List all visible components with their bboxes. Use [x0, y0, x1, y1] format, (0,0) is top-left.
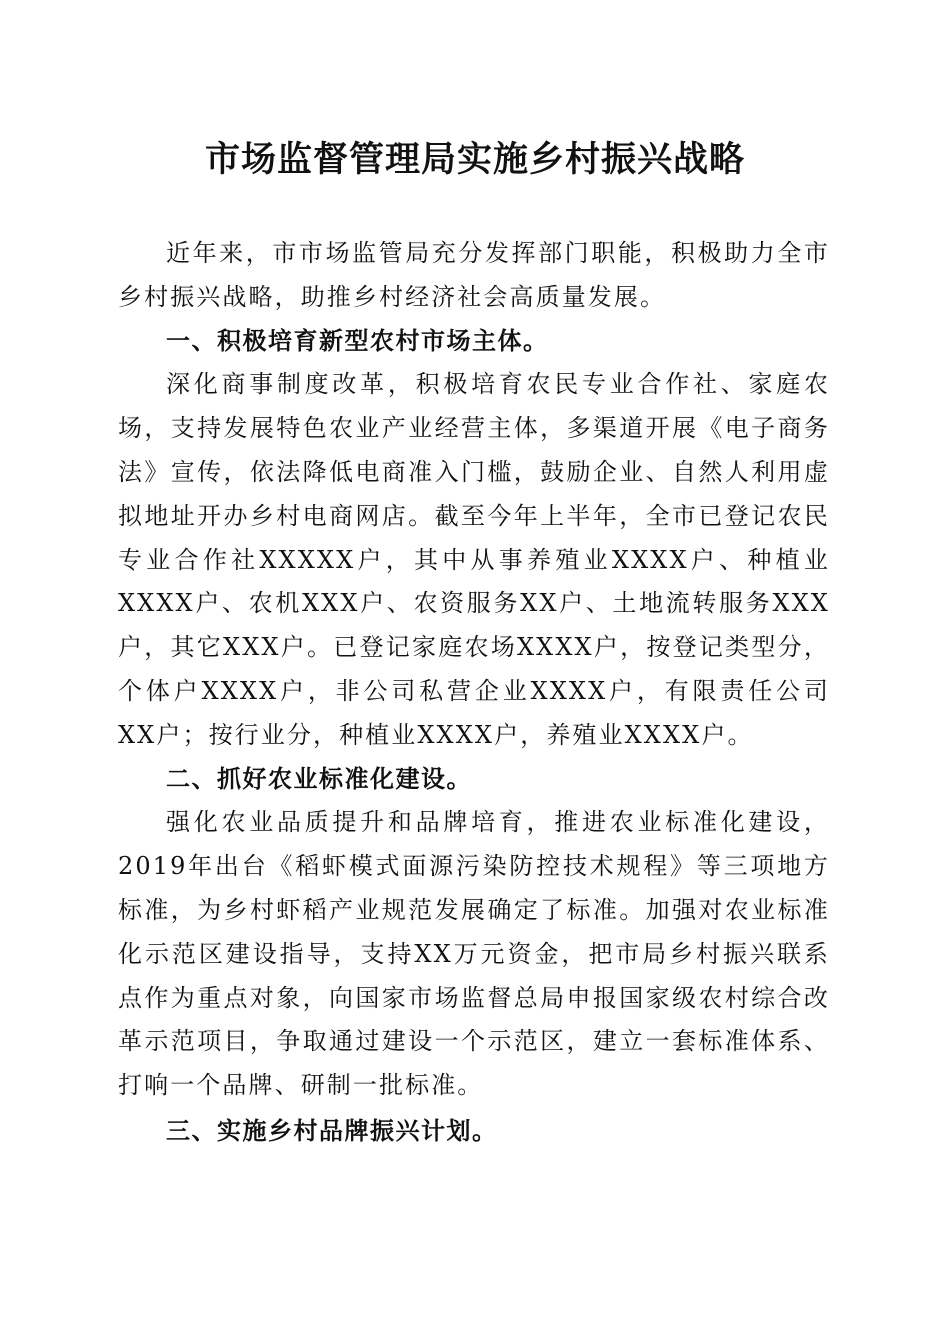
intro-paragraph: 近年来，市市场监管局充分发挥部门职能，积极助力全市乡村振兴战略，助推乡村经济社会高质量发展。	[118, 239, 830, 311]
section-heading-1: 一、积极培育新型农村市场主体。	[166, 326, 549, 355]
section-heading-2: 二、抓好农业标准化建设。	[166, 764, 472, 793]
document-body	[118, 232, 830, 1154]
document-title: 市场监督管理局实施乡村振兴战略	[204, 139, 745, 180]
section-body-2: 强化农业品质提升和品牌培育，推进农业标准化建设，2019年出台《稻虾模式面源污染防控技术规程》等三项地方标准，为乡村虾稻产业规范发展确定了标准。加强对农业标准化示范区建设指导，支持XX万元资金，把市局乡村振兴联系点作为重点对象，向国家市场监督总局申报国家级农村综合改革示范项目，争取通过建设一个示范区，建立一套标准体系、打响一个品牌、研制一批标准。	[118, 808, 830, 1100]
section-heading-3: 三、实施乡村品牌振兴计划。	[166, 1116, 498, 1145]
section-body-1: 深化商事制度改革，积极培育农民专业合作社、家庭农场，支持发展特色农业产业经营主体，多渠道开展《电子商务法》宣传，依法降低电商准入门槛，鼓励企业、自然人利用虚拟地址开办乡村电商网店。截至今年上半年，全市已登记农民专业合作社XXXXX户，其中从事养殖业XXXX户、种植业XXXX户、农机XXX户、农资服务XX户、土地流转服务XXX户，其它XXX户。已登记家庭农场XXXX户，按登记类型分，个体户XXXX户，非公司私营企业XXXX户，有限责任公司XX户；按行业分，种植业XXXX户，养殖业XXXX户。	[118, 370, 830, 749]
